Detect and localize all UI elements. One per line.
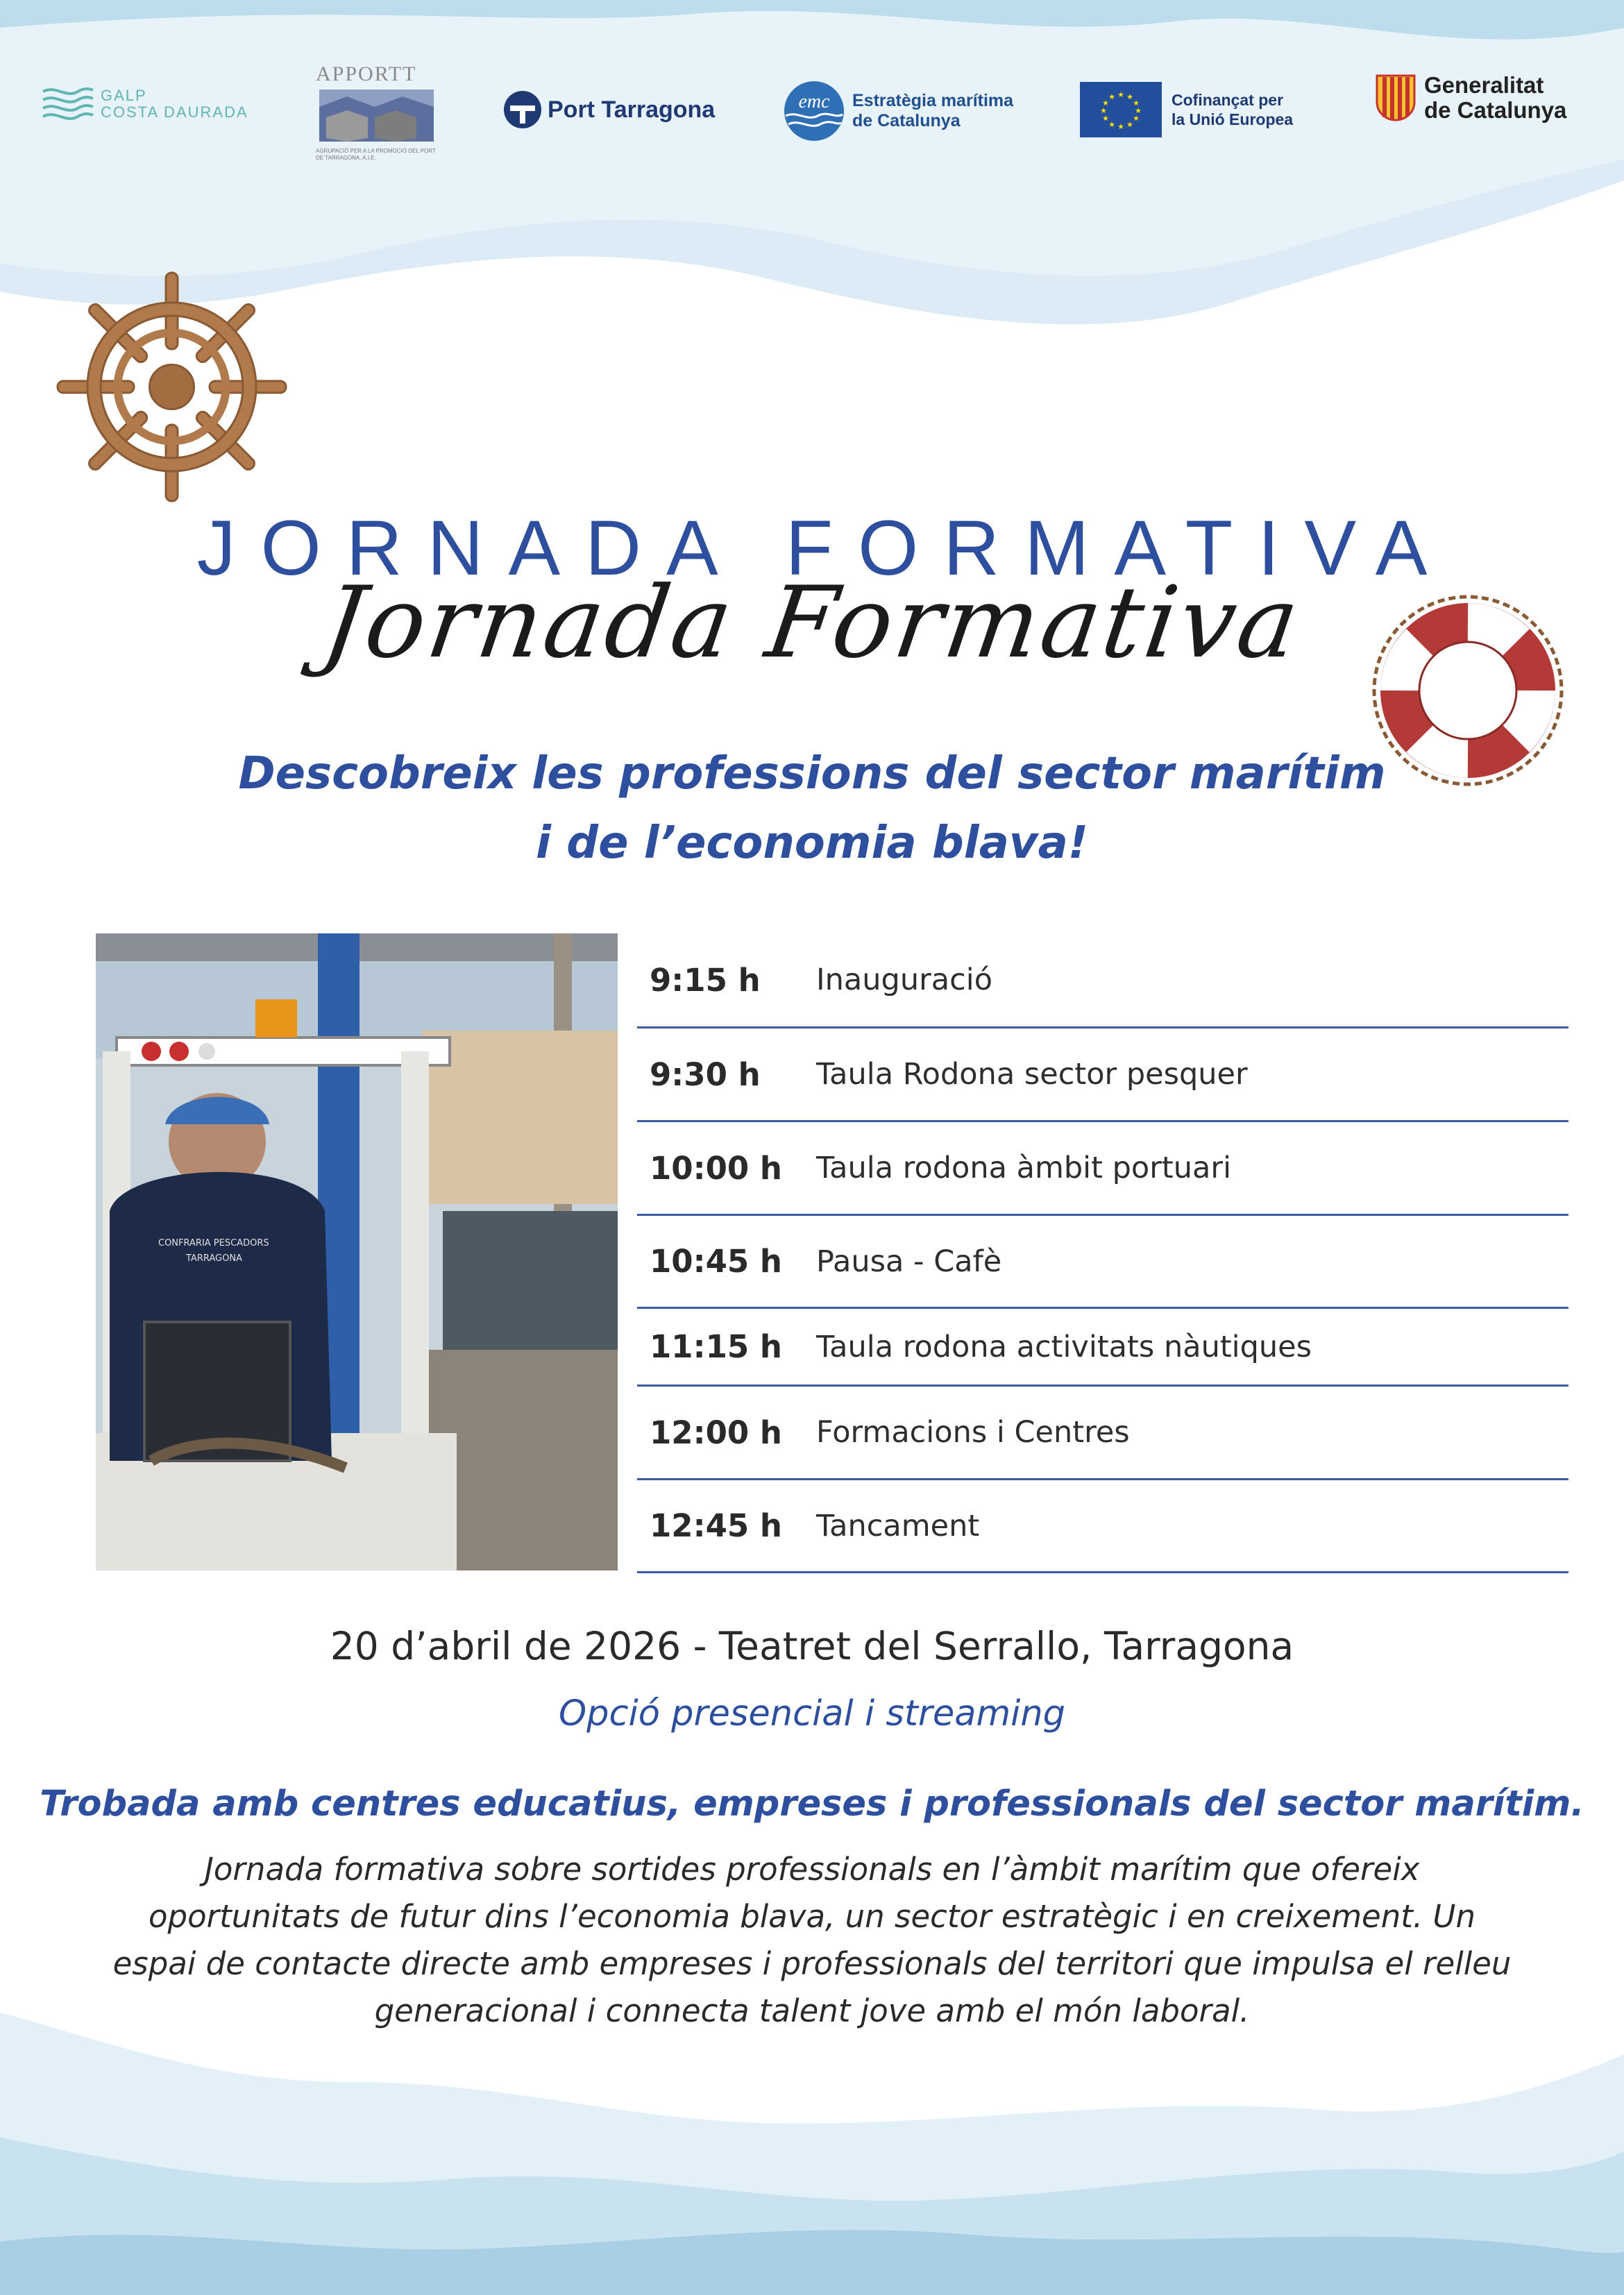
svg-text:★: ★	[1108, 92, 1115, 101]
port-tarragona-text: Port Tarragona	[548, 96, 716, 123]
schedule-activity: Inauguració	[816, 963, 993, 997]
schedule-time: 10:45 h	[650, 1243, 782, 1280]
schedule-activity: Taula rodona àmbit portuari	[816, 1151, 1232, 1185]
emc-mark-text: emc	[798, 91, 830, 112]
emc-globe-icon	[783, 80, 845, 142]
eu-cofinancing-logo	[1080, 82, 1293, 137]
meeting-heading: Trobada amb centres educatius, empreses i professionals del sector marítim.	[40, 1784, 1584, 1824]
estrategia-maritima-logo	[783, 80, 1013, 142]
schedule-row	[637, 1387, 1568, 1480]
schedule-row	[637, 933, 1568, 1028]
svg-text:★: ★	[1108, 120, 1115, 129]
svg-text:★: ★	[1126, 120, 1133, 129]
schedule-row	[637, 1216, 1568, 1309]
emc-logo-text: Estratègia marítima de Catalunya	[852, 91, 1014, 130]
apportt-logo-subtitle: AGRUPACIÓ PER A LA PROMOCIÓ DEL PORT DE TARRAGONA, A.I.E.	[316, 148, 436, 161]
schedule-time: 12:00 h	[650, 1414, 782, 1451]
schedule-time: 11:15 h	[650, 1328, 782, 1365]
svg-text:★: ★	[1126, 92, 1133, 101]
schedule-activity: Tancament	[816, 1508, 980, 1543]
sponsor-logo-bar	[0, 56, 1624, 180]
schedule-activity: Taula rodona activitats nàutiques	[816, 1329, 1312, 1364]
svg-text:★: ★	[1102, 99, 1109, 108]
event-date-place: 20 d’abril de 2026 - Teatret del Serrallo, Tarragona	[330, 1624, 1294, 1668]
galp-logo-text: GALP COSTA DAURADA	[101, 87, 248, 121]
port-tarragona-logo	[503, 90, 715, 129]
schedule-row	[637, 1480, 1568, 1573]
svg-text:★: ★	[1133, 99, 1140, 108]
svg-text:TARRAGONA: TARRAGONA	[186, 1253, 242, 1264]
eu-flag-icon	[1080, 82, 1162, 137]
schedule-time: 9:15 h	[650, 961, 761, 999]
schedule-row	[637, 1309, 1568, 1387]
galp-costa-daurada-logo	[42, 83, 248, 125]
schedule-time: 12:45 h	[650, 1507, 782, 1544]
schedule-activity: Pausa - Cafè	[816, 1244, 1002, 1279]
svg-text:★: ★	[1117, 122, 1124, 131]
schedule-time: 9:30 h	[650, 1056, 761, 1093]
apportt-logo	[316, 62, 441, 162]
svg-text:★: ★	[1102, 114, 1109, 123]
schedule-table	[637, 933, 1568, 1573]
generalitat-logo-text: Generalitat de Catalunya	[1424, 72, 1567, 123]
svg-text:CONFRARIA PESCADORS: CONFRARIA PESCADORS	[158, 1238, 269, 1248]
svg-text:★: ★	[1100, 106, 1107, 115]
page-title-script: Jornada Formativa	[316, 566, 1308, 680]
ship-wheel-icon	[52, 267, 291, 507]
event-description: Jornada formativa sobre sortides professionals en l’àmbit marítim que ofereix oportunitats de futur dins l’economia blava, un sector estratègic i en creixement. Un espai de contacte directe amb empreses i professionals del territori que impulsa el relleu generacional i connecta talent jove amb el món laboral.	[112, 1851, 1512, 2029]
event-mode: Opció presencial i streaming	[558, 1693, 1066, 1734]
svg-text:★: ★	[1133, 114, 1140, 123]
schedule-row	[637, 1122, 1568, 1216]
generalitat-logo	[1376, 73, 1566, 123]
eu-logo-text: Cofinançat per la Unió Europea	[1172, 91, 1294, 128]
apportt-cubes-icon	[316, 86, 437, 145]
fisherman-photo	[96, 933, 618, 1570]
port-tarragona-icon	[503, 90, 542, 129]
generalitat-senyera-icon	[1376, 74, 1416, 121]
apportt-logo-title: APPORTT	[316, 62, 417, 85]
schedule-activity: Formacions i Centres	[816, 1415, 1130, 1450]
svg-text:★: ★	[1117, 90, 1124, 99]
galp-waves-icon	[42, 83, 94, 125]
schedule-row	[637, 1028, 1568, 1122]
schedule-activity: Taula Rodona sector pesquer	[816, 1057, 1248, 1092]
svg-text:★: ★	[1135, 106, 1142, 115]
page-title: JORNADA FORMATIVA	[196, 505, 1453, 591]
schedule-time: 10:00 h	[650, 1149, 782, 1187]
subtitle: Descobreix les professions del sector marítim i de l’economia blava!	[238, 748, 1386, 869]
